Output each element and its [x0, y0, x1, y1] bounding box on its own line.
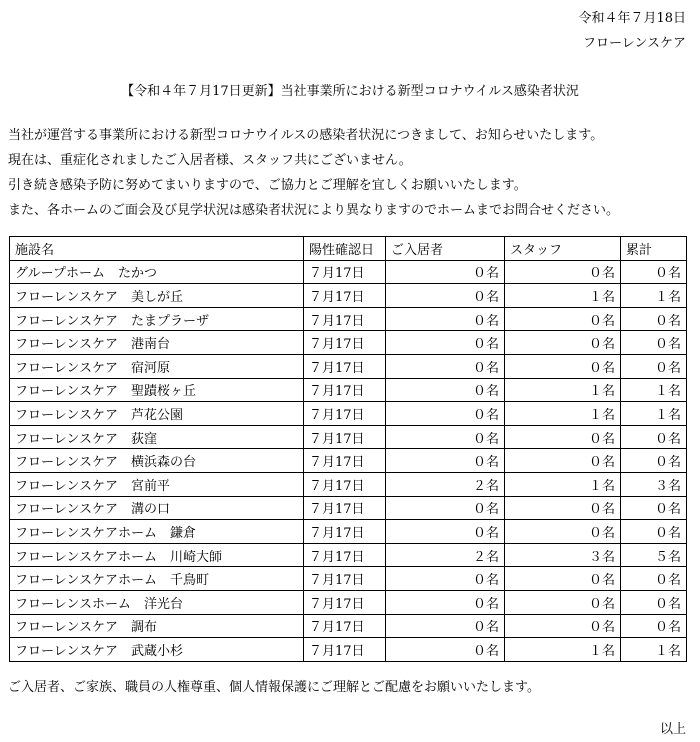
- residents-count-cell: ０名: [386, 354, 505, 378]
- positive-date-cell: ７月17日: [304, 307, 386, 331]
- residents-count-cell: ０名: [386, 331, 505, 355]
- staff-count-cell: ０名: [505, 590, 621, 614]
- positive-date-cell: ７月17日: [304, 331, 386, 355]
- facility-name-cell: フローレンスケア 宿河原: [10, 354, 304, 378]
- total-count-cell: ０名: [621, 331, 687, 355]
- positive-date-cell: ７月17日: [304, 638, 386, 662]
- table-row: [10, 638, 687, 662]
- positive-date-cell: ７月17日: [304, 449, 386, 473]
- residents-count-cell: ０名: [386, 402, 505, 426]
- staff-count-cell: １名: [505, 638, 621, 662]
- residents-count-cell: ０名: [386, 284, 505, 308]
- notice-paragraph: また、各ホームのご面会及び見学状況は感染者状況により異なりますのでホームまでお問合せください。: [8, 203, 620, 218]
- table-row: [10, 284, 687, 308]
- residents-count-cell: ０名: [386, 307, 505, 331]
- total-count-cell: １名: [621, 402, 687, 426]
- positive-date-cell: ７月17日: [304, 354, 386, 378]
- positive-date-cell: ７月17日: [304, 402, 386, 426]
- residents-count-cell: ０名: [386, 496, 505, 520]
- facility-name-cell: フローレンスケア 溝の口: [10, 496, 304, 520]
- total-count-cell: ３名: [621, 472, 687, 496]
- total-count-cell: ５名: [621, 543, 687, 567]
- residents-count-cell: ０名: [386, 425, 505, 449]
- staff-count-cell: １名: [505, 472, 621, 496]
- total-count-cell: ０名: [621, 449, 687, 473]
- positive-date-cell: ７月17日: [304, 567, 386, 591]
- table-row: [10, 425, 687, 449]
- header-positive-date: 陽性確認日: [304, 237, 386, 261]
- staff-count-cell: ０名: [505, 260, 621, 284]
- residents-count-cell: ２名: [386, 543, 505, 567]
- total-count-cell: ０名: [621, 567, 687, 591]
- staff-count-cell: ０名: [505, 449, 621, 473]
- positive-date-cell: ７月17日: [304, 543, 386, 567]
- document-header: [578, 6, 686, 56]
- table-row: [10, 331, 687, 355]
- staff-count-cell: １名: [505, 402, 621, 426]
- staff-count-cell: １名: [505, 284, 621, 308]
- document-date: 令和４年７月18日: [578, 11, 686, 26]
- table-row: [10, 378, 687, 402]
- facility-name-cell: グループホーム たかつ: [10, 260, 304, 284]
- positive-date-cell: ７月17日: [304, 472, 386, 496]
- staff-count-cell: ０名: [505, 496, 621, 520]
- total-count-cell: ０名: [621, 520, 687, 544]
- residents-count-cell: ２名: [386, 472, 505, 496]
- positive-date-cell: ７月17日: [304, 260, 386, 284]
- infection-status-table: [9, 236, 687, 662]
- facility-name-cell: フローレンスホーム 洋光台: [10, 590, 304, 614]
- facility-name-cell: フローレンスケア 聖蹟桜ヶ丘: [10, 378, 304, 402]
- notice-paragraph: 引き続き感染予防に努めてまいりますので、ご協力とご理解を宜しくお願いいたします。: [8, 178, 527, 193]
- staff-count-cell: ３名: [505, 543, 621, 567]
- total-count-cell: ０名: [621, 614, 687, 638]
- positive-date-cell: ７月17日: [304, 284, 386, 308]
- table-row: [10, 496, 687, 520]
- facility-name-cell: フローレンスケア 荻窪: [10, 425, 304, 449]
- residents-count-cell: ０名: [386, 520, 505, 544]
- total-count-cell: ０名: [621, 496, 687, 520]
- facility-name-cell: フローレンスケア 武蔵小杉: [10, 638, 304, 662]
- table-row: [10, 402, 687, 426]
- notice-body: [8, 123, 698, 223]
- privacy-note: ご入居者、ご家族、職員の人権尊重、個人情報保護にご理解とご配慮をお願いいたします。: [8, 680, 540, 695]
- facility-name-cell: フローレンスケア 宮前平: [10, 472, 304, 496]
- facility-name-cell: フローレンスケア 港南台: [10, 331, 304, 355]
- residents-count-cell: ０名: [386, 638, 505, 662]
- total-count-cell: ０名: [621, 425, 687, 449]
- total-count-cell: １名: [621, 284, 687, 308]
- residents-count-cell: ０名: [386, 590, 505, 614]
- staff-count-cell: ０名: [505, 307, 621, 331]
- facility-name-cell: フローレンスケア 調布: [10, 614, 304, 638]
- table-header-row: [10, 237, 687, 261]
- facility-name-cell: フローレンスケアホーム 川崎大師: [10, 543, 304, 567]
- positive-date-cell: ７月17日: [304, 520, 386, 544]
- staff-count-cell: １名: [505, 378, 621, 402]
- facility-name-cell: フローレンスケアホーム 千鳥町: [10, 567, 304, 591]
- facility-name-cell: フローレンスケア たまプラーザ: [10, 307, 304, 331]
- total-count-cell: ０名: [621, 354, 687, 378]
- residents-count-cell: ０名: [386, 614, 505, 638]
- positive-date-cell: ７月17日: [304, 425, 386, 449]
- total-count-cell: １名: [621, 378, 687, 402]
- document-title: 【令和４年７月17日更新】当社事業所における新型コロナウイルス感染者状況: [121, 84, 579, 99]
- residents-count-cell: ０名: [386, 260, 505, 284]
- positive-date-cell: ７月17日: [304, 496, 386, 520]
- facility-name-cell: フローレンスケアホーム 鎌倉: [10, 520, 304, 544]
- header-total: 累計: [621, 237, 687, 261]
- staff-count-cell: ０名: [505, 614, 621, 638]
- table-row: [10, 543, 687, 567]
- header-staff: スタッフ: [505, 237, 621, 261]
- table-row: [10, 307, 687, 331]
- total-count-cell: ０名: [621, 590, 687, 614]
- table-row: [10, 590, 687, 614]
- staff-count-cell: ０名: [505, 331, 621, 355]
- residents-count-cell: ０名: [386, 378, 505, 402]
- header-residents: ご入居者: [386, 237, 505, 261]
- total-count-cell: １名: [621, 638, 687, 662]
- staff-count-cell: ０名: [505, 425, 621, 449]
- table-row: [10, 567, 687, 591]
- positive-date-cell: ７月17日: [304, 590, 386, 614]
- notice-paragraph: 当社が運営する事業所における新型コロナウイルスの感染者状況につきまして、お知らせいたします。: [8, 128, 604, 143]
- company-name: フローレンスケア: [582, 36, 686, 51]
- facility-name-cell: フローレンスケア 横浜森の台: [10, 449, 304, 473]
- table-row: [10, 520, 687, 544]
- total-count-cell: ０名: [621, 260, 687, 284]
- table-row: [10, 472, 687, 496]
- staff-count-cell: ０名: [505, 354, 621, 378]
- residents-count-cell: ０名: [386, 567, 505, 591]
- table-row: [10, 354, 687, 378]
- table-row: [10, 614, 687, 638]
- table-row: [10, 449, 687, 473]
- closing-mark: 以上: [659, 722, 686, 737]
- facility-name-cell: フローレンスケア 芦花公園: [10, 402, 304, 426]
- staff-count-cell: ０名: [505, 520, 621, 544]
- facility-name-cell: フローレンスケア 美しが丘: [10, 284, 304, 308]
- positive-date-cell: ７月17日: [304, 378, 386, 402]
- positive-date-cell: ７月17日: [304, 614, 386, 638]
- staff-count-cell: ０名: [505, 567, 621, 591]
- notice-paragraph: 現在は、重症化されましたご入居者様、スタッフ共にございません。: [8, 153, 412, 168]
- total-count-cell: ０名: [621, 307, 687, 331]
- header-facility-name: 施設名: [10, 237, 304, 261]
- table-row: [10, 260, 687, 284]
- residents-count-cell: ０名: [386, 449, 505, 473]
